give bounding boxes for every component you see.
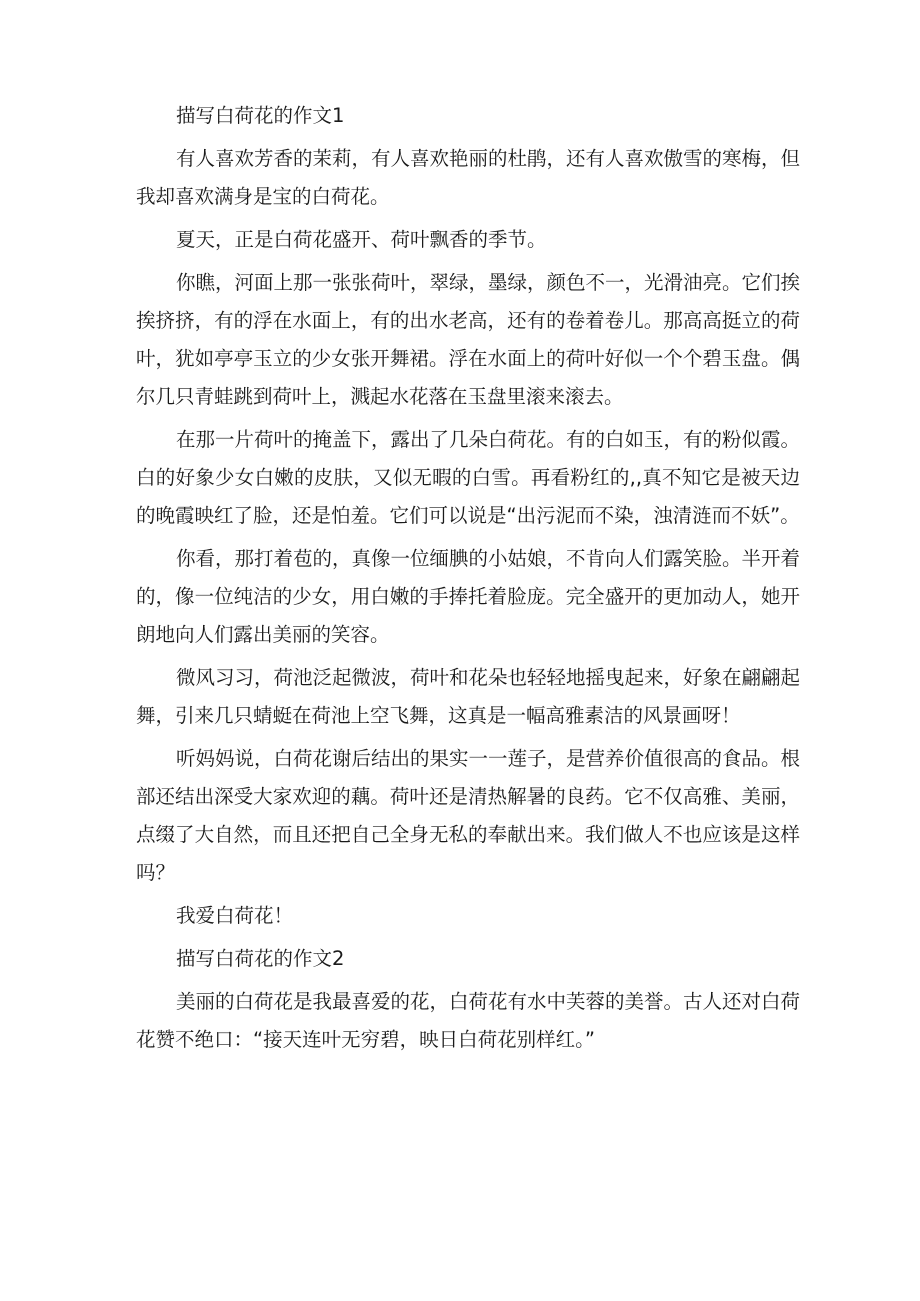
paragraph: 听妈妈说，白荷花谢后结出的果实一一莲子，是营养价值很高的食品。根部还结出深受大家欢迎的藕。荷叶还是清热解暑的良药。它不仅高雅、美丽，点缀了大自然，而且还把自己全身无私的奉献出来。我们做人不也应该是这样吗？ — [136, 747, 801, 884]
essay-title-1: 描写白荷花的作文1 — [176, 104, 345, 127]
paragraph: 在那一片荷叶的掩盖下，露出了几朵白荷花。有的白如玉，有的粉似霞。白的好象少女白嫩的皮肤，又似无暇的白雪。再看粉红的,,真不知它是被天边的晚霞映红了脸，还是怕羞。它们可以说是“出污泥而不染，浊清涟而不妖”。 — [136, 428, 801, 527]
essay-title-2: 描写白荷花的作文2 — [176, 947, 345, 970]
paragraph: 微风习习，荷池泛起微波，荷叶和花朵也轻轻地摇曳起来，好象在翩翩起舞，引来几只蜻蜓在荷池上空飞舞，这真是一幅高雅素洁的风景画呀！ — [136, 666, 801, 727]
paragraph: 我爱白荷花！ — [176, 904, 294, 927]
paragraph: 美丽的白荷花是我最喜爱的花，白荷花有水中芙蓉的美誉。古人还对白荷花赞不绝口：“接天连叶无穷碧，映日白荷花别样红。” — [136, 990, 801, 1051]
paragraph: 你瞧，河面上那一张张荷叶，翠绿，墨绿，颜色不一，光滑油亮。它们挨挨挤挤，有的浮在水面上，有的出水老高，还有的卷着卷儿。那高高挺立的荷叶，犹如亭亭玉立的少女张开舞裙。浮在水面上的荷叶好似一个个碧玉盘。偶尔几只青蛙跳到荷叶上，溅起水花落在玉盘里滚来滚去。 — [136, 271, 801, 408]
document-body — [136, 97, 800, 1059]
paragraph: 有人喜欢芳香的茉莉，有人喜欢艳丽的杜鹃，还有人喜欢傲雪的寒梅，但我却喜欢满身是宝的白荷花。 — [136, 147, 801, 208]
paragraph: 夏天，正是白荷花盛开、荷叶飘香的季节。 — [176, 228, 547, 251]
paragraph: 你看，那打着苞的，真像一位缅腆的小姑娘，不肯向人们露笑脸。半开着的，像一位纯洁的少女，用白嫩的手捧托着脸庞。完全盛开的更加动人，她开朗地向人们露出美丽的笑容。 — [136, 547, 801, 646]
